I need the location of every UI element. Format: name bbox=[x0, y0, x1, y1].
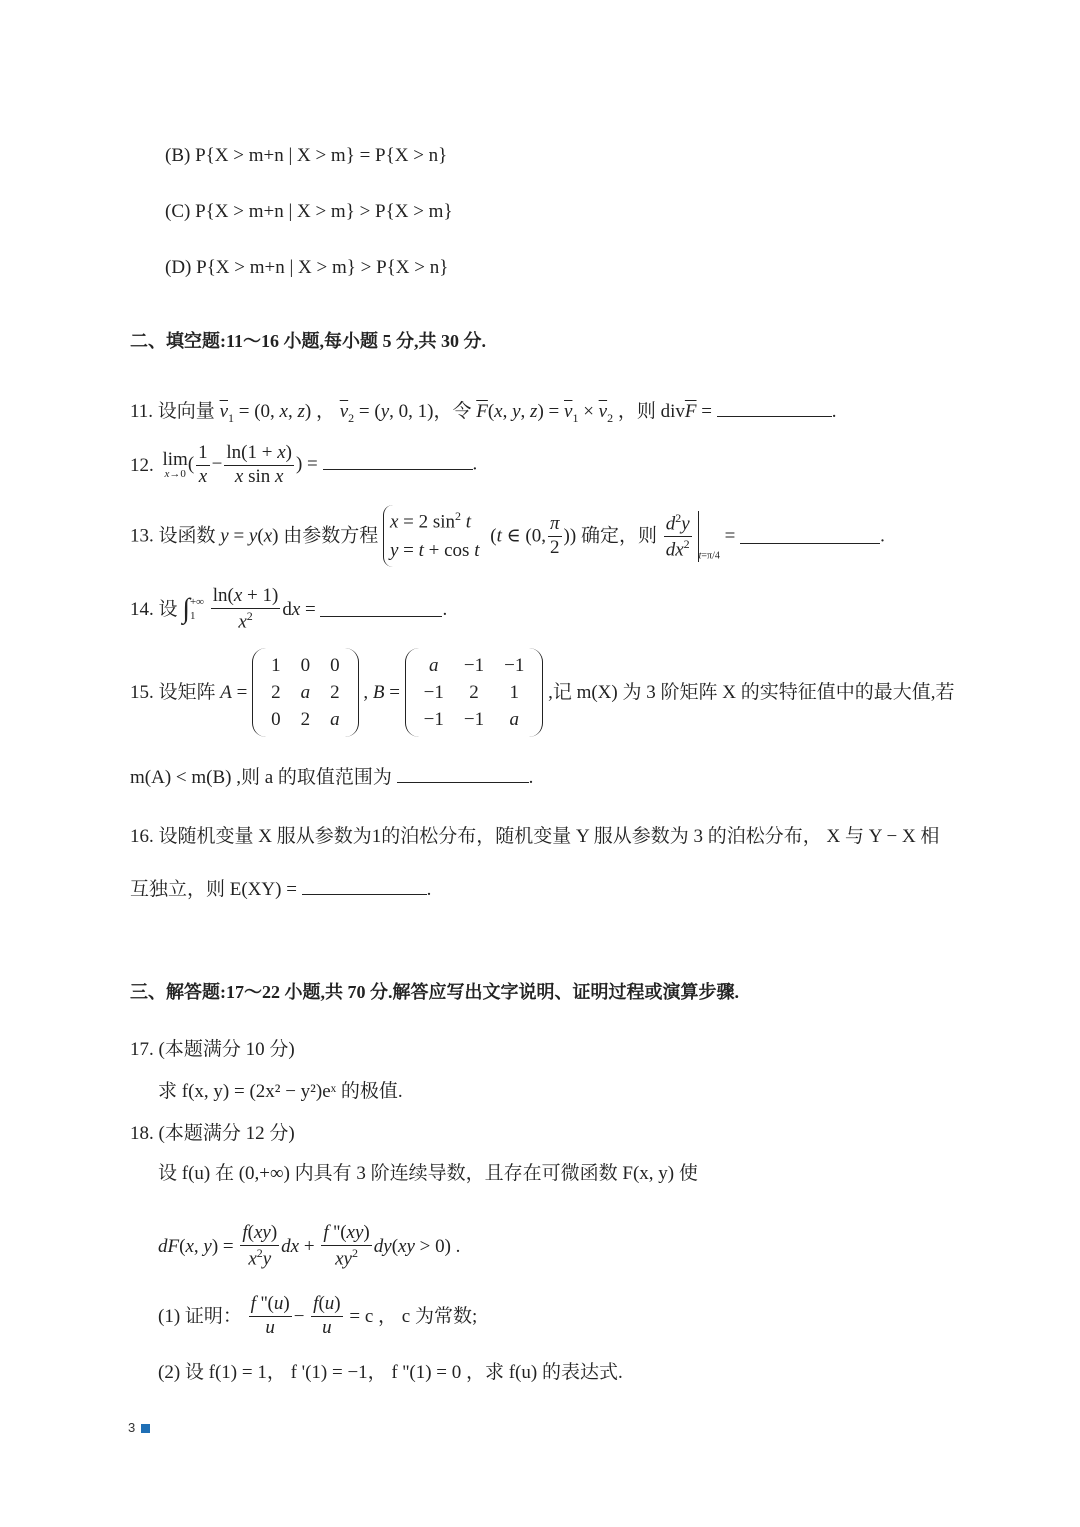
option-d: (D) P{X > m+n | X > m} > P{X > n} bbox=[165, 257, 449, 278]
question-18-equation: dF(x, y) = $\frac{f(xy)}{x^2y}$ dx + $\frac{f ''(xy)}{xy^2}$ dy(xy > 0) . bbox=[158, 1222, 461, 1270]
option-b: (B) P{X > m+n | X > m} = P{X > n} bbox=[165, 145, 448, 166]
question-18-head: 18. (本题满分 12 分) bbox=[130, 1123, 295, 1144]
section-fill-heading: 二、填空题:11～16 小题,每小题 5 分,共 30 分. bbox=[130, 331, 486, 351]
question-15-line2: m(A) < m(B) ,则 a 的取值范围为 . bbox=[130, 767, 534, 788]
square-marker-icon bbox=[141, 1424, 150, 1433]
question-17-body: 求 f(x, y) = (2x² − y²)eˣ 的极值. bbox=[158, 1081, 403, 1102]
question-18-part1: (1) 证明： $\frac{f ''(u)}{u}$ − $\frac{f(u)}{u}$ = c ， c 为常数; bbox=[158, 1293, 478, 1338]
page-number: 3 bbox=[128, 1420, 136, 1435]
question-16: 16. 设随机变量 X 服从参数为1的泊松分布，随机变量 Y 服从参数为 3 的泊松分布， X 与 Y − X 相 bbox=[130, 826, 940, 847]
question-18-body: 设 f(u) 在 (0,+∞) 内具有 3 阶连续导数，且存在可微函数 F(x, y) 使 bbox=[158, 1163, 698, 1184]
option-c: (C) P{X > m+n | X > m} > P{X > m} bbox=[165, 201, 453, 222]
question-18-part2: (2) 设 f(1) = 1， f '(1) = −1， f ''(1) = 0 ，求 f(u) 的表达式. bbox=[158, 1362, 623, 1383]
question-14: 14. 设 ∫+∞ 1 $\frac{\ln(x + 1)}{x^2}$ dx = . bbox=[130, 585, 448, 633]
matrix-b: a −1 −1 −1 2 1 −1 −1 a bbox=[405, 648, 544, 737]
section-solve-heading: 三、解答题:17～22 小题,共 70 分.解答应写出文字说明、证明过程或演算步骤. bbox=[130, 982, 739, 1002]
question-15: 15. 设矩阵 A = 1 0 0 2 a 2 0 2 a , B = a −1 −1 −1 2 1 −1 −1 a ,记 m(X) 为 3 阶矩阵 X 的实特征值中的最大值,若 bbox=[130, 648, 954, 737]
question-16-line2: 互独立，则 E(XY) = . bbox=[130, 879, 432, 900]
question-17-head: 17. (本题满分 10 分) bbox=[130, 1039, 295, 1060]
question-13: 13. 设函数 y = y(x) 由参数方程 x = 2 $\sin^2 t$ y = t + cos t (t ∈ (0, $\frac{\pi}{2}$ )) 确定，则 $\frac{d^2y}{dx^2}$ $_{t=\pi/4}$ = . bbox=[130, 505, 885, 567]
answer-blank bbox=[717, 402, 832, 417]
page-footer bbox=[128, 1420, 150, 1435]
question-11: 11. 设向量 $\overline{v}_1 = (0$, x, z) ， $\overline{v}_2 = (y$, 0, 1)，令 $\overline{F}(x$, y, $z) = \overline{v}_1 \times \overline{v}_2$ ，则 $div\overline{F}$ = . bbox=[130, 401, 837, 425]
matrix-a: 1 0 0 2 a 2 0 2 a bbox=[252, 648, 359, 737]
question-12: 12. lim x→0 ( $\frac{1}{x}$ − $\frac{\ln(1 + x)}{\text{x sin x}}$ ) = . bbox=[130, 442, 478, 487]
